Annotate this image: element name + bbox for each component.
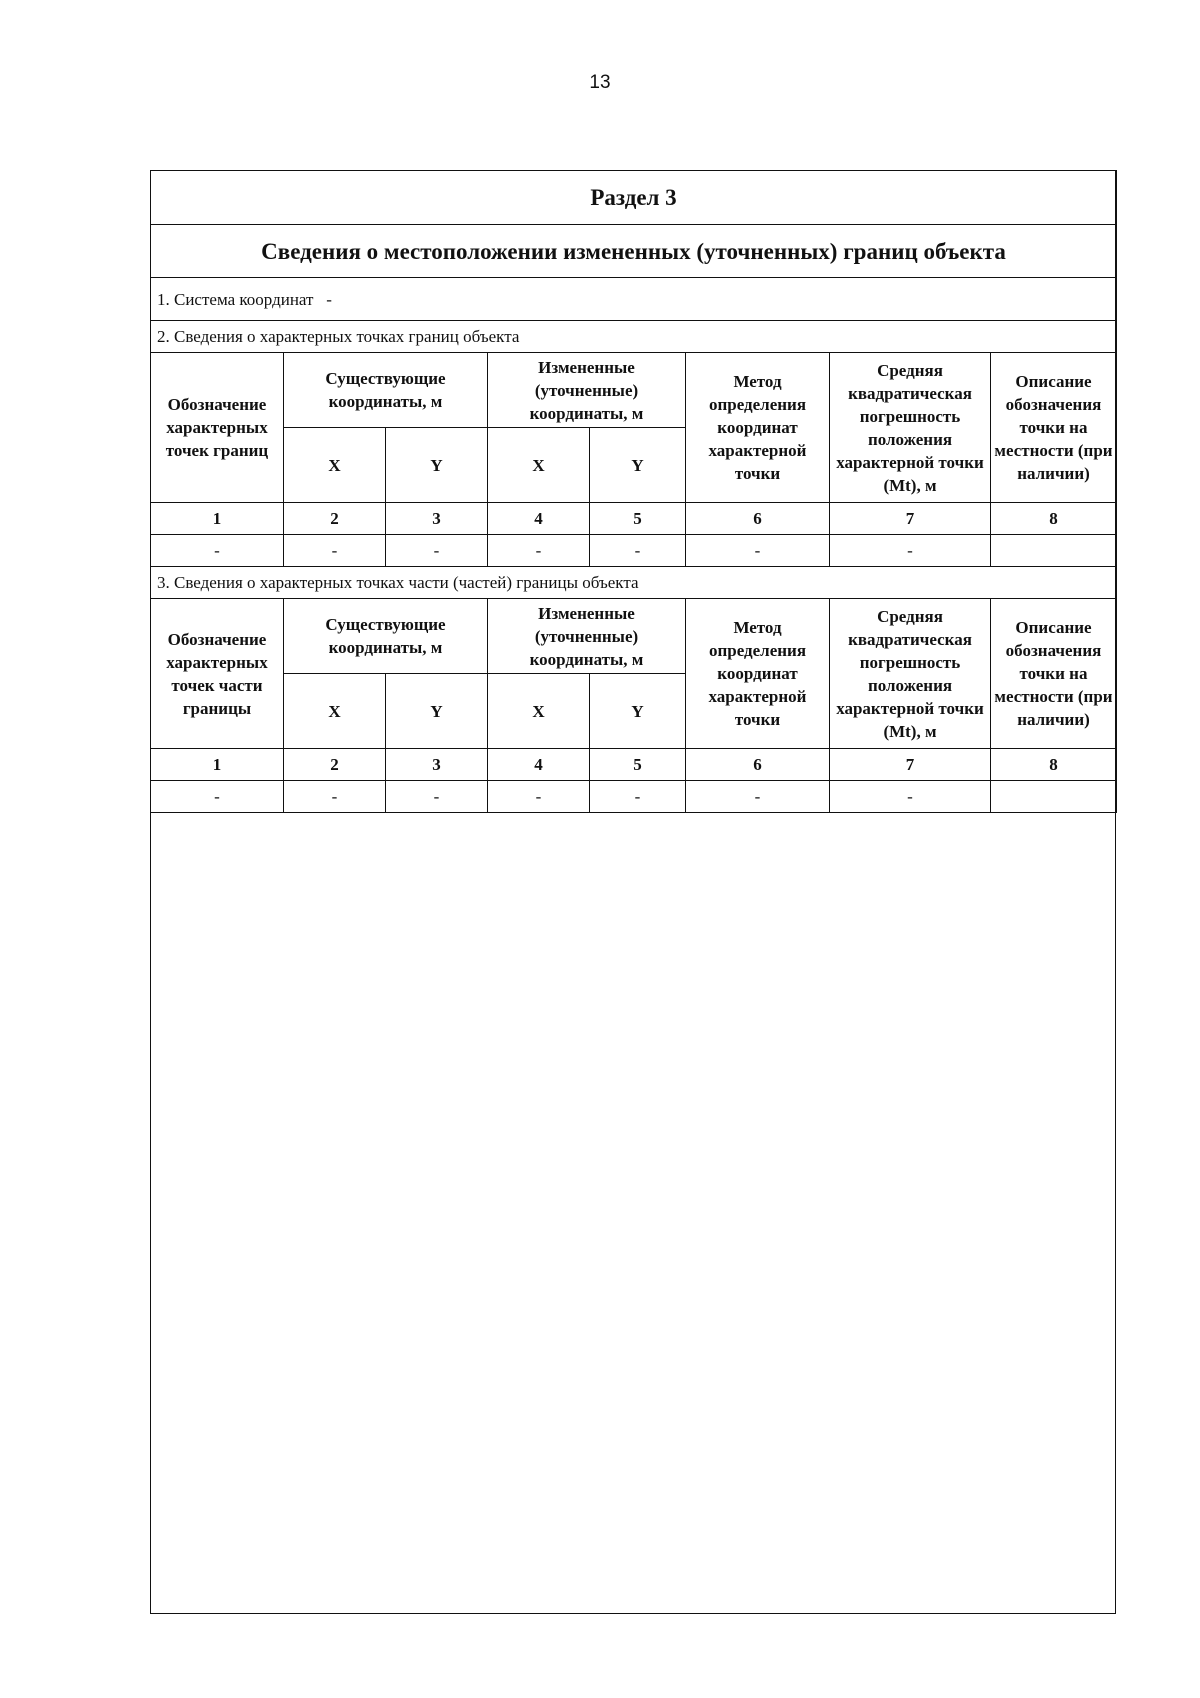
table2-header-y-changed: Y [590,674,686,749]
table1-caption: 2. Сведения о характерных точках границ объекта [151,321,1117,353]
table2-header-method: Метод определения координат характерной точки [686,599,830,749]
table-cell: - [830,781,991,813]
column-number: 8 [991,749,1117,781]
table-cell: - [284,781,386,813]
column-number: 5 [590,749,686,781]
table-cell: - [386,781,488,813]
table-cell: - [151,535,284,567]
table2-header-point-designation: Обозначение характерных точек части границы [151,599,284,749]
table-cell: - [590,535,686,567]
column-number: 4 [488,749,590,781]
table1-header-x-changed: X [488,428,590,503]
column-number: 2 [284,503,386,535]
column-number: 1 [151,749,284,781]
table-cell: - [830,535,991,567]
column-number: 1 [151,503,284,535]
column-number: 8 [991,503,1117,535]
table1-header-existing-coords: Существующие координаты, м [284,353,488,428]
coordinate-system-value: - [326,289,332,309]
table2-header-changed-coords: Измененные (уточненные) координаты, м [488,599,686,674]
table1-header-x-existing: X [284,428,386,503]
table2-header-y-existing: Y [386,674,488,749]
section-title: Раздел 3 [151,171,1117,225]
table-cell [991,781,1117,813]
section-table [150,170,1117,813]
column-number: 7 [830,503,991,535]
table2-column-numbers [151,749,1117,781]
table1-column-numbers [151,503,1117,535]
table-cell: - [386,535,488,567]
coordinate-system-label: 1. Система координат [157,289,314,309]
table2-header-existing-coords: Существующие координаты, м [284,599,488,674]
table1-header-changed-coords: Измененные (уточненные) координаты, м [488,353,686,428]
table-row [151,781,1117,813]
table2-header-error: Средняя квадратическая погрешность положения характерной точки (Mt), м [830,599,991,749]
table2-header-x-existing: X [284,674,386,749]
table1-header-method: Метод определения координат характерной точки [686,353,830,503]
column-number: 2 [284,749,386,781]
table-cell: - [686,781,830,813]
table1-header-y-changed: Y [590,428,686,503]
table1-header-description: Описание обозначения точки на местности (при наличии) [991,353,1117,503]
table-row [151,535,1117,567]
coordinate-system-row [151,278,1117,321]
table-cell: - [284,535,386,567]
column-number: 3 [386,749,488,781]
column-number: 6 [686,749,830,781]
table2-header-x-changed: X [488,674,590,749]
table-cell: - [590,781,686,813]
table-cell: - [488,535,590,567]
column-number: 6 [686,503,830,535]
section-subtitle: Сведения о местоположении измененных (уточненных) границ объекта [151,225,1117,278]
table-cell [991,535,1117,567]
page-number: 13 [589,72,611,93]
column-number: 3 [386,503,488,535]
column-number: 4 [488,503,590,535]
table-cell: - [151,781,284,813]
column-number: 5 [590,503,686,535]
table1-header-error: Средняя квадратическая погрешность положения характерной точки (Mt), м [830,353,991,503]
table-cell: - [488,781,590,813]
table2-header-description: Описание обозначения точки на местности (при наличии) [991,599,1117,749]
table1-header-point-designation: Обозначение характерных точек границ [151,353,284,503]
table1-header-y-existing: Y [386,428,488,503]
column-number: 7 [830,749,991,781]
table2-caption: 3. Сведения о характерных точках части (частей) границы объекта [151,567,1117,599]
table-cell: - [686,535,830,567]
